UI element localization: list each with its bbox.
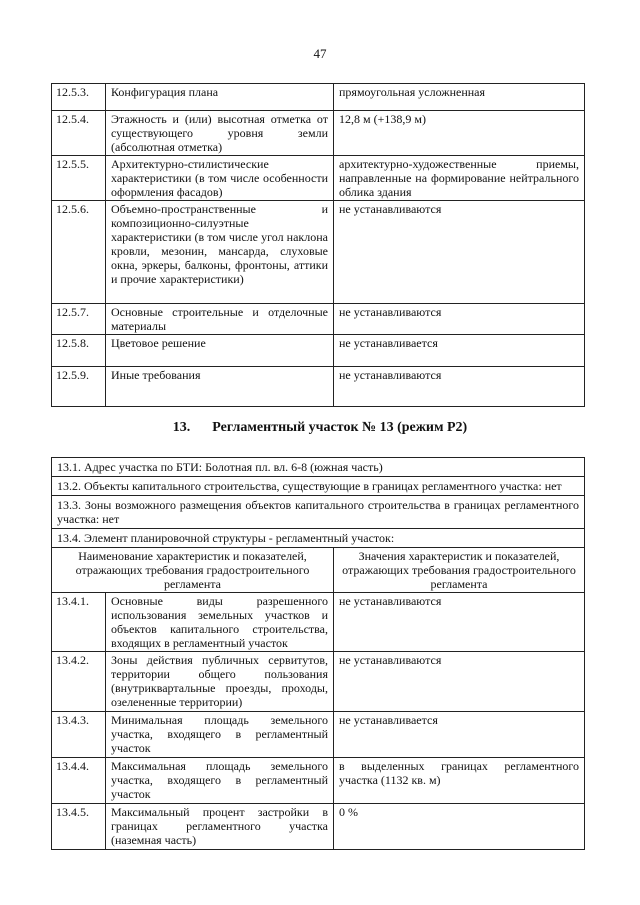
table-section-12-5 (51, 83, 585, 407)
table-row (52, 758, 585, 804)
table-section-13 (51, 457, 585, 850)
row-value: 0 % (334, 804, 585, 850)
row-value: не устанавливаются (334, 652, 585, 712)
row-name: Максимальная площадь земельного участка, входящего в регламентный участок (106, 758, 334, 804)
table-row (52, 712, 585, 758)
row-number: 12.5.3. (52, 84, 106, 111)
row-value: не устанавливаются (334, 367, 585, 407)
info-line (52, 477, 585, 496)
row-name: Максимальный процент застройки в границах регламентного участка (наземная часть) (106, 804, 334, 850)
row-value: не устанавливается (334, 712, 585, 758)
row-value: прямоугольная усложненная (334, 84, 585, 111)
row-number: 12.5.6. (52, 201, 106, 304)
table-row (52, 593, 585, 652)
address-line: 13.1. Адрес участка по БТИ: Болотная пл. вл. 6-8 (южная часть) (52, 458, 585, 477)
table-row (52, 335, 585, 367)
table-header-row (52, 548, 585, 593)
table-row (52, 84, 585, 111)
row-name: Этажность и (или) высотная отметка от существующего уровня земли (абсолютная отметка) (106, 111, 334, 156)
table-row (52, 367, 585, 407)
row-name: Основные строительные и отделочные материалы (106, 304, 334, 335)
section-title: Регламентный участок № 13 (режим Р2) (212, 420, 468, 435)
table-row (52, 156, 585, 201)
row-value: не устанавливается (334, 335, 585, 367)
row-name: Цветовое решение (106, 335, 334, 367)
planning-element-line: 13.4. Элемент планировочной структуры - регламентный участок: (52, 529, 585, 548)
row-name: Зоны действия публичных сервитутов, территории общего пользования (внутриквартальные проезды, проходы, озелененные территории) (106, 652, 334, 712)
header-right: Значения характеристик и показателей, отражающих требования градостроительного регламента (334, 548, 585, 593)
row-number: 12.5.9. (52, 367, 106, 407)
row-number: 13.4.2. (52, 652, 106, 712)
row-name: Объемно-пространственные и композиционно-силуэтные характеристики (в том числе угол наклона кровли, мезонин, мансарда, слуховые окна, эркеры, балконы, фронтоны, аттики и прочие характеристики) (106, 201, 334, 304)
row-name: Архитектурно-стилистические характеристики (в том числе особенности оформления фасадов) (106, 156, 334, 201)
table-row (52, 652, 585, 712)
table-row (52, 304, 585, 335)
table-row (52, 804, 585, 850)
row-value: архитектурно-художественные приемы, направленные на формирование нейтрального облика здания (334, 156, 585, 201)
info-line (52, 458, 585, 477)
row-number: 12.5.4. (52, 111, 106, 156)
table-row (52, 111, 585, 156)
row-number: 13.4.1. (52, 593, 106, 652)
row-number: 13.4.4. (52, 758, 106, 804)
row-name: Минимальная площадь земельного участка, входящего в регламентный участок (106, 712, 334, 758)
section-heading (0, 420, 640, 436)
row-name: Иные требования (106, 367, 334, 407)
row-value: не устанавливаются (334, 593, 585, 652)
info-line (52, 529, 585, 548)
row-value: 12,8 м (+138,9 м) (334, 111, 585, 156)
row-name: Основные виды разрешенного использования земельных участков и объектов капитального строительства, входящих в регламентный участок (106, 593, 334, 652)
row-number: 13.4.5. (52, 804, 106, 850)
header-left: Наименование характеристик и показателей, отражающих требования градостроительного регламента (52, 548, 334, 593)
row-number: 12.5.7. (52, 304, 106, 335)
row-value: не устанавливаются (334, 201, 585, 304)
existing-objects-line: 13.2. Объекты капитального строительства, существующие в границах регламентного участка: нет (52, 477, 585, 496)
info-line (52, 496, 585, 529)
page-number: 47 (313, 46, 327, 61)
table-row (52, 201, 585, 304)
row-number: 12.5.5. (52, 156, 106, 201)
section-number: 13. (172, 420, 191, 435)
row-name: Конфигурация плана (106, 84, 334, 111)
row-value: не устанавливаются (334, 304, 585, 335)
row-value: в выделенных границах регламентного участка (1132 кв. м) (334, 758, 585, 804)
row-number: 12.5.8. (52, 335, 106, 367)
placement-zones-line: 13.3. Зоны возможного размещения объектов капитального строительства в границах регламентного участка: нет (52, 496, 585, 529)
row-number: 13.4.3. (52, 712, 106, 758)
